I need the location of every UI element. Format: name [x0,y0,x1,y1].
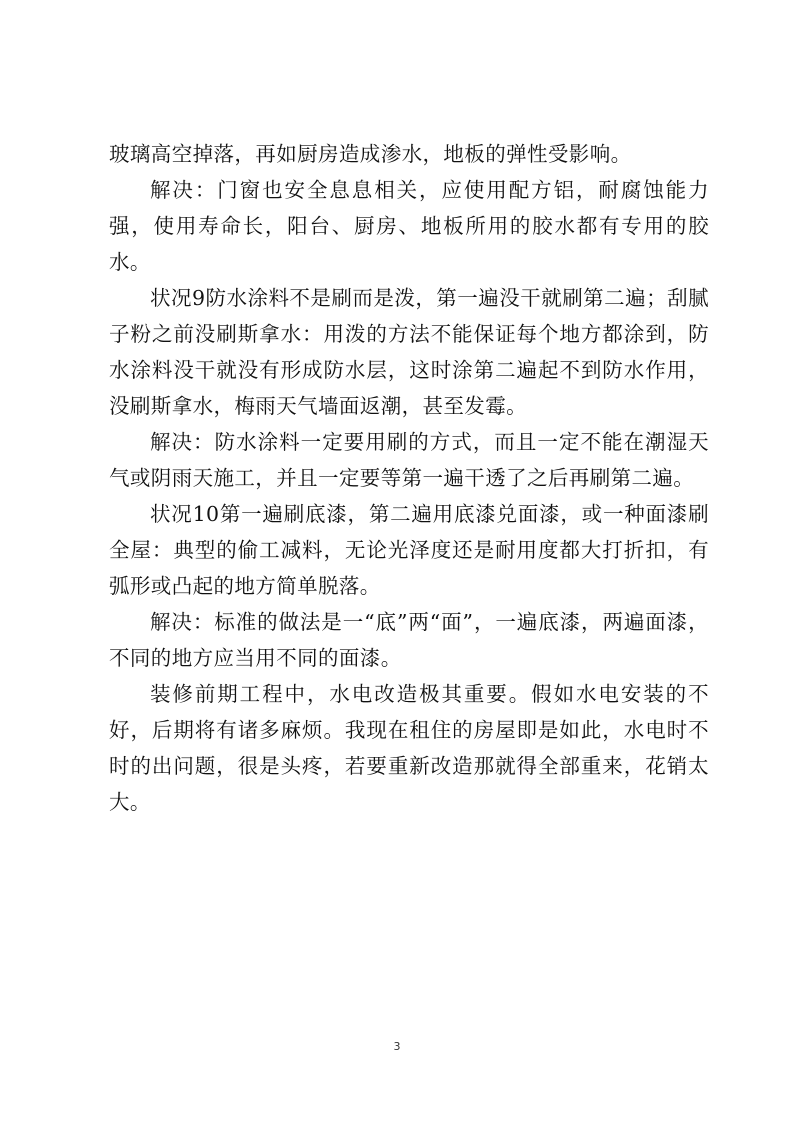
paragraph-3: 状况9防水涂料不是刷而是泼，第一遍没干就刷第二遍；刮腻子粉之前没刷斯拿水：用泼的方法不能保证每个地方都涂到，防水涂料没干就没有形成防水层，这时涂第二遍起不到防水作用，没刷斯拿水，梅雨天气墙面返潮，甚至发霉。 [109,286,709,418]
paragraph-2: 解决：门窗也安全息息相关，应使用配方铝，耐腐蚀能力强，使用寿命长，阳台、厨房、地板所用的胶水都有专用的胶水。 [109,178,709,274]
paragraph-1: 玻璃高空掉落，再如厨房造成渗水，地板的弹性受影响。 [109,142,632,166]
page-number: 3 [393,1040,401,1053]
paragraph-7: 装修前期工程中，水电改造极其重要。假如水电安装的不好，后期将有诸多麻烦。我现在租住的房屋即是如此，水电时不时的出问题，很是头疼，若要重新改造那就得全部重来，花销太大。 [109,682,709,814]
paragraph-5: 状况10第一遍刷底漆，第二遍用底漆兑面漆，或一种面漆刷全屋：典型的偷工减料，无论光泽度还是耐用度都大打折扣，有弧形或凸起的地方简单脱落。 [109,502,709,598]
body-text [109,136,709,820]
paragraph-6: 解决：标准的做法是一“底”两“面”，一遍底漆，两遍面漆，不同的地方应当用不同的面漆。 [109,610,709,670]
paragraph-4: 解决：防水涂料一定要用刷的方式，而且一定不能在潮湿天气或阴雨天施工，并且一定要等第一遍干透了之后再刷第二遍。 [109,430,709,490]
